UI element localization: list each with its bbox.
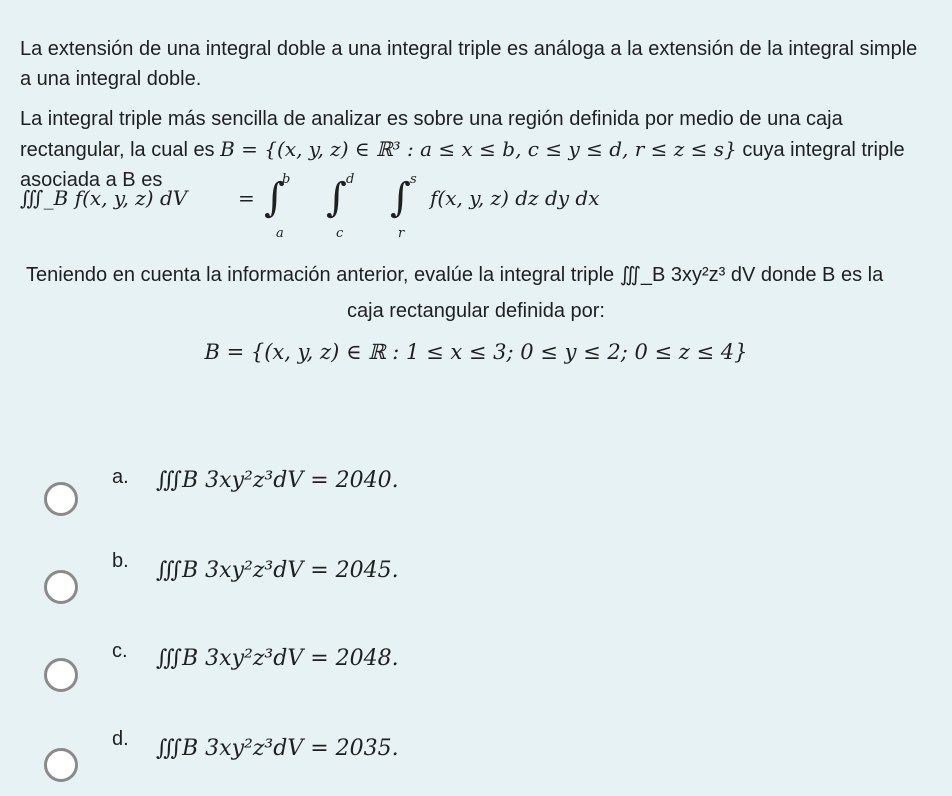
radio-button-d[interactable] (44, 748, 78, 782)
inner-lower-bound: r (398, 226, 405, 241)
definition-text: La integral triple más sencilla de analizar es sobre una región definida por medio de una caja rectangular, la cual es (20, 108, 843, 161)
question-text: Teniendo en cuenta la información anterior, evalúe la integral triple ∭_B 3xy²z³ dV donde B es la (26, 264, 884, 286)
middle-integral-sign: ∫ (326, 175, 347, 221)
radio-button-b[interactable] (44, 570, 78, 604)
definition-tail: cuya integral triple asociada a B es (20, 139, 905, 191)
formula-lhs: ∭_B f(x, y, z) dV (20, 186, 188, 210)
region-definition: B = {(x, y, z) ∈ ℝ : 1 ≤ x ≤ 3; 0 ≤ y ≤ 2; 0 ≤ z ≤ 4} (204, 340, 748, 364)
option-expression-c: ∭B 3xy²z³dV = 2048. (156, 646, 399, 671)
option-expression-a: ∭B 3xy²z³dV = 2040. (156, 468, 399, 493)
inner-upper-bound: s (410, 172, 417, 187)
outer-upper-bound: b (282, 172, 291, 187)
region-definition-set: B = {(x, y, z) ∈ ℝ³ : a ≤ x ≤ b, c ≤ y ≤ d, r ≤ z ≤ s} (220, 137, 737, 161)
question-text-continued: caja rectangular definida por: (347, 300, 605, 322)
option-letter-b: b. (112, 550, 129, 572)
formula-integrand: f(x, y, z) dz dy dx (430, 186, 600, 210)
middle-upper-bound: d (346, 172, 355, 187)
outer-lower-bound: a (276, 226, 284, 241)
radio-button-a[interactable] (44, 482, 78, 516)
inner-integral-sign: ∫ (390, 175, 411, 221)
answer-option-c[interactable] (40, 640, 740, 694)
answer-option-a[interactable] (40, 466, 740, 516)
intro-paragraph: La extensión de una integral doble a una integral triple es análoga a la extensión de la integral simple a una integral doble. (20, 38, 918, 90)
option-letter-a: a. (112, 466, 129, 488)
option-letter-d: d. (112, 728, 129, 750)
outer-integral-sign: ∫ (264, 175, 285, 221)
option-letter-c: c. (112, 640, 128, 662)
option-expression-d: ∭B 3xy²z³dV = 2035. (156, 736, 399, 761)
answer-option-b[interactable] (40, 550, 740, 606)
option-expression-b: ∭B 3xy²z³dV = 2045. (156, 558, 399, 583)
radio-button-c[interactable] (44, 658, 78, 692)
triple-integral-formula (20, 172, 930, 250)
formula-equals: = (238, 186, 255, 210)
answer-option-d[interactable] (40, 728, 740, 784)
middle-lower-bound: c (336, 226, 344, 241)
